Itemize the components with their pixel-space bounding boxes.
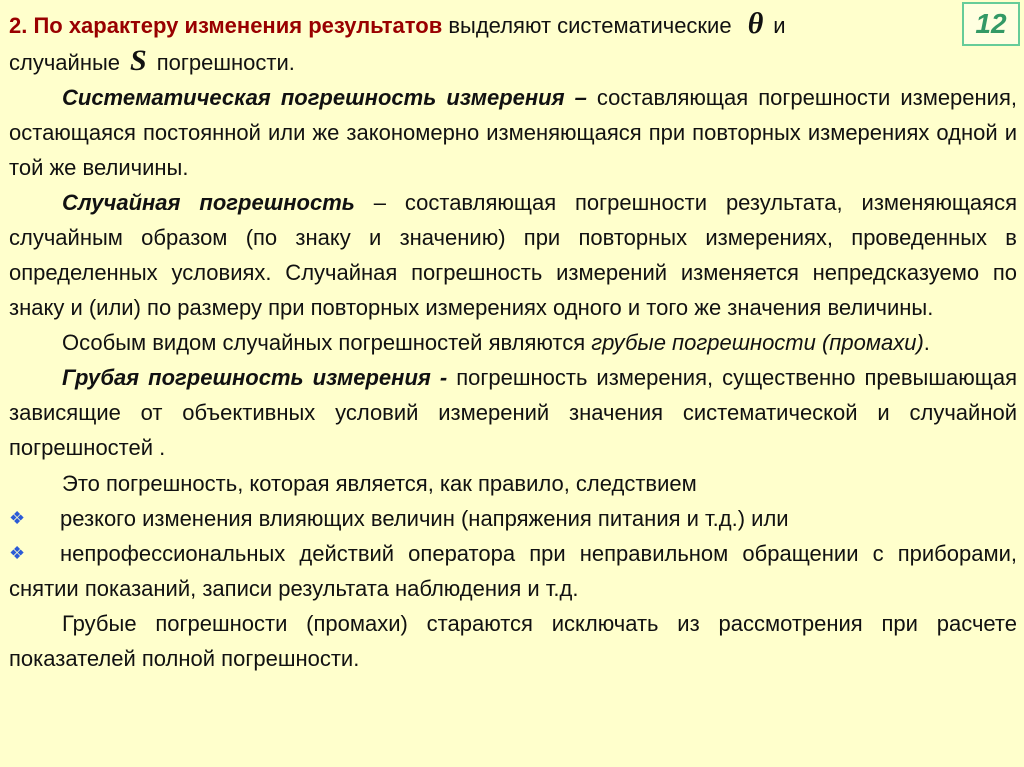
heading-random-word: случайные — [9, 50, 121, 75]
diamond-bullet-icon: ❖ — [9, 543, 26, 563]
gross-intro-italic: грубые погрешности (промахи) — [591, 330, 924, 355]
heading-paragraph — [9, 6, 1017, 80]
random-text: – составляющая погрешности результата, изменяющаяся случайным образом (по знаку и значению) при повторных измерениях, проведенных в определенных условиях. Случайная погрешность измерений изменяется непредсказуемо по знаку и (или) по размеру при повторных измерениях одного и того же значения величины. — [9, 190, 1017, 320]
gross-intro-end: . — [923, 330, 930, 355]
systematic-definition — [9, 80, 1017, 185]
conclusion: Грубые погрешности (промахи) стараются исключать из рассмотрения при расчете показателей полной погрешности. — [9, 611, 1017, 671]
heading-text: выделяют систематические — [442, 13, 732, 38]
page-number: 12 — [975, 8, 1007, 39]
s-symbol: S — [130, 44, 147, 77]
heading-and: и — [773, 13, 786, 38]
gross-definition — [9, 360, 1017, 465]
systematic-term: Систематическая погрешность измерения – — [62, 85, 587, 110]
theta-symbol: θ — [747, 7, 764, 40]
diamond-bullet-icon: ❖ — [9, 508, 26, 528]
heading-tail: погрешности. — [156, 50, 295, 75]
gross-term: Грубая погрешность измерения - — [62, 365, 448, 390]
heading-bold: 2. По характеру изменения результатов — [9, 13, 443, 38]
gross-intro — [9, 325, 1017, 360]
systematic-text: составляющая погрешности измерения, остающаяся постоянной или же закономерно изменяющаяся при повторных измерениях одной и той же величины. — [9, 85, 1017, 180]
bullet-item — [9, 501, 1017, 536]
bullet-text: непрофессиональных действий оператора при неправильном обращении с приборами, снятии показаний, записи результата наблюдения и т.д. — [9, 541, 1017, 601]
random-term: Случайная погрешность — [62, 190, 355, 215]
gross-text: погрешность измерения, существенно превышающая зависящие от объективных условий измерений значения систематической и случайной погрешностей . — [9, 365, 1018, 460]
gross-intro-text: Особым видом случайных погрешностей являются — [62, 330, 592, 355]
consequence-intro: Это погрешность, которая является, как правило, следствием — [62, 471, 697, 496]
slide-content — [9, 6, 1017, 676]
bullet-text: резкого изменения влияющих величин (напряжения питания и т.д.) или — [60, 506, 789, 531]
bullet-item — [9, 536, 1017, 606]
random-definition — [9, 185, 1017, 325]
